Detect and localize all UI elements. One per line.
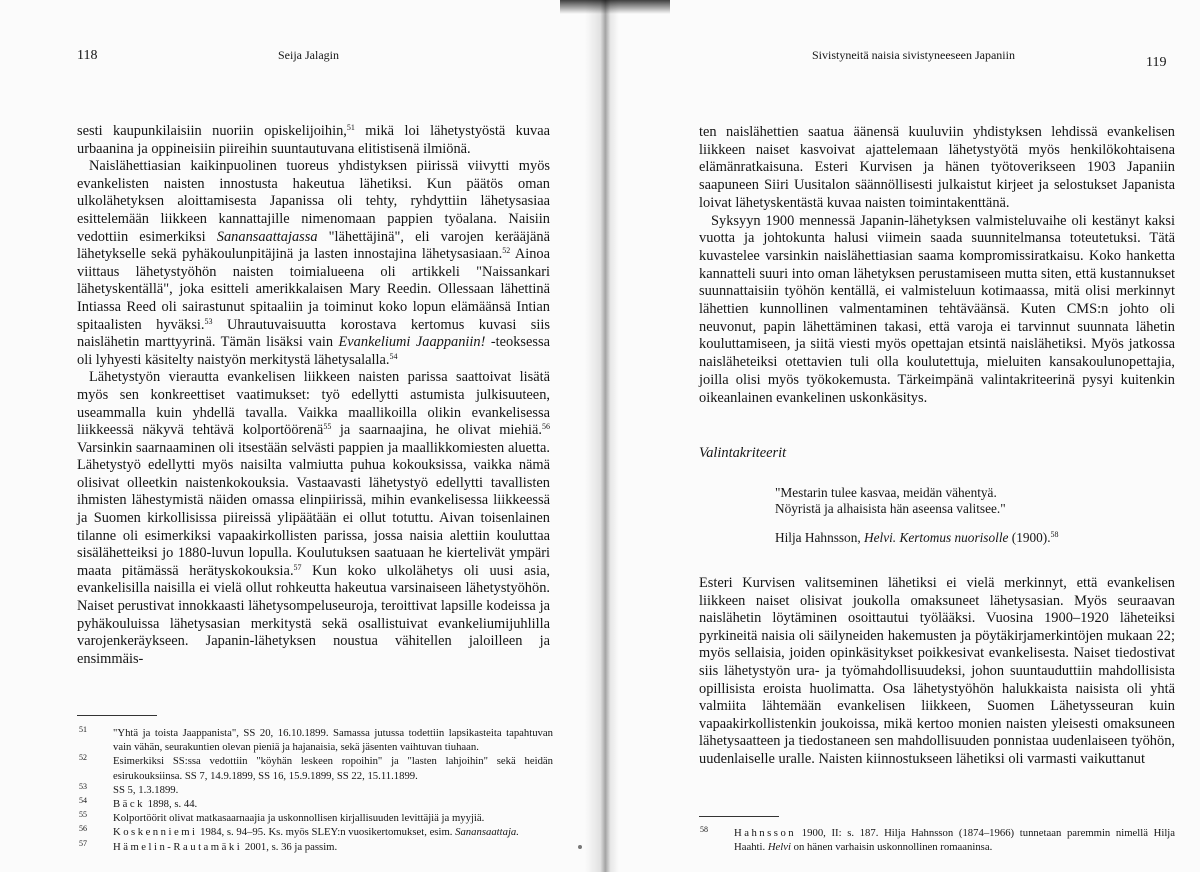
- footnote-ref: 56: [542, 422, 550, 432]
- paragraph: [77, 158, 550, 369]
- text-run: Hilja Hahnsson,: [775, 530, 865, 545]
- text-run: 1984, s. 94–95. Ks. myös SLEY:n vuosikertomukset, esim.: [197, 826, 456, 839]
- footnote: [79, 783, 553, 797]
- page-number-right: 119: [1146, 55, 1167, 70]
- footnote: [79, 840, 553, 854]
- text-run: "lähettäjinä", eli varojen kerääjänä lähetykselle sekä pyhäkoulunpitäjinä ja lasten innostajina lähetysasiaan.: [77, 228, 550, 263]
- text-run: Esimerkiksi SS:ssa vedottiin "köyhän leskeen ropoihin" ja "lasten lahjoihin" sekä heidän esirukouksiinsa. SS 7, 14.9.1899, SS 16, 15.9.1899, SS 22, 15.11.1899.: [113, 755, 553, 782]
- italic-title: Sanansaattaja.: [455, 826, 519, 839]
- text-run: mikä loi lähetystyöstä kuvaa urbaanina ja oppineisiin piireihin suuntautuvana elitistisenä ilmiönä.: [77, 123, 550, 157]
- footnote-ref: 57: [293, 562, 302, 572]
- footnote: [79, 811, 553, 825]
- text-run: Syksyyn 1900 mennessä Japanin-lähetyksen valmisteluvaihe oli kestänyt kaksi vuotta ja johtokunta halusi viimein saada suunnitelmansa toteutetuksi. Tätä kuvastelee varsinkin naislähettiasian saama kompromissiratkaisu. Koko hanketta kannatteli suuri into oman lähetyksen perustamiseen mutta siten, että kustannukset suunnattaisiin työhön kentällä, ei valmisteluun kotimaassa, mitä olisi merkinnyt lähettien kunnollinen valmentaminen tehtäväänsä. Kuten CMS:n johto oli neuvonut, papin lähettäminen takasi, että varoja ei tarvinnut suunnata lähetin kouluttamiseen, ja siitä viesti myös opettajan etsintä naislähetiksi. Myös jatkossa naisläheteiksi otettavien tuli olla koulutettuja, mieluiten kansakoulunopettajia, joilla olisi myös työkokemusta. Tärkeimpänä valintakriteerinä pysyi kuitenkin oikeanlainen evankelinen uskonkäsitys.: [699, 212, 1175, 406]
- binding-shadow: [560, 0, 670, 14]
- text-run: Varsinkin saarnaaminen oli itsestään selvästi pappien ja maallikkomiesten aluetta. Lähetystyö edellytti myös naisilta valmiutta puhua kokouksissa, vaikka nämä olisivat olleetkin naistenkokouksia. Vastaavasti lähetystyö edellytti tavallisten ihmisten lähestymistä näiden omassa elinpiirissä, mihin evankelisessa liikkeessä ja Suomen kirkollisissa piireissä ylipäätään ei ollut totuttu. Aivan toisenlainen tilanne oli esimerkiksi vapaakirkollisten parissa, jossa naisia alettiin kouluttaa sisälähetteiksi jo 1880-luvun lopulla. Koulutuksen saatuaan he kiertelivät ympäri maata pitämässä herätyskokouksia.: [77, 439, 550, 579]
- text-run: SS 5, 1.3.1899.: [113, 783, 179, 796]
- footnote-number: 55: [79, 810, 87, 820]
- text-run: 1898, s. 44.: [144, 798, 198, 811]
- epigraph-source: [775, 530, 1105, 546]
- footnote-number: 54: [79, 796, 87, 806]
- text-run: ten naislähettien saatua äänensä kuuluviin yhdistyksen lehdissä evankelisen liikkeen naiset kasvoivat ajattelemaan lähetystyötä myös henkilökohtaisena elämänratkaisuna. Esteri Kurvisen ja hänen työtoverikseen 1903 Japaniin saapuneen Siiri Uusitalon säännöllisesti julkaistut kirjeet ja selostukset Japanista loivat lähetyskentästä kuvaa naisten toimintakenttänä.: [699, 124, 1175, 211]
- text-run: 2001, s. 36 ja passim.: [242, 840, 338, 853]
- spaced-author: Koskenniemi: [113, 826, 198, 839]
- italic-title: Evankeliumi Jaappaniin!: [338, 334, 486, 351]
- text-run: (1900).: [1008, 530, 1051, 545]
- text-run: sesti kaupunkilaisiin nuoriin opiskelijoihin,: [77, 123, 347, 139]
- italic-title: Helvi: [767, 841, 791, 854]
- text-run: Lähetystyön vierautta evankelisen liikkeen naisten parissa saattoivat lisätä myös sen konkreettiset vaatimukset: työ edellytti astumista julkisuuteen, useammalla kuin yhdellä tavalla. Vaikka maallikoilla olikin evankelisessa liikkeessä näkyvä tehtävä kolportöörenä: [77, 369, 550, 439]
- text-run: Naislähettiasian kaikinpuolinen tuoreus yhdistyksen piirissä viivytti myös evankelisten naisten innostusta hakeutua lähetiksi. Kun päätös oman ulkolähetyksen aloittamisesta Japanissa oli tehty, ryhdyttiin lähetysasiaa esittelemään liikkeen kannattajille nimenomaan pappien työalana. Naisiin vedottiin esimerkiksi: [77, 158, 550, 245]
- footnote: [700, 826, 1175, 854]
- footnote-ref: 55: [323, 422, 332, 432]
- italic-title: Sanansaattajassa: [216, 228, 318, 245]
- footnote-rule-right: [699, 816, 779, 817]
- left-footnotes: [79, 726, 553, 854]
- page-number-left: 118: [77, 48, 98, 63]
- footnote-ref: 54: [389, 351, 398, 361]
- epigraph-line: Nöyristä ja alhaisista hän aseensa valitsee.": [775, 501, 1006, 516]
- running-head-left: Seija Jalagin: [278, 48, 339, 62]
- footnote-rule-left: [77, 715, 157, 716]
- footnote-number: 52: [79, 753, 87, 763]
- section-heading: Valintakriteerit: [699, 445, 787, 461]
- epigraph-line: "Mestarin tulee kasvaa, meidän vähentyä.: [775, 485, 997, 500]
- epigraph-quote: [775, 485, 1105, 517]
- text-run: Uhrautuvaisuutta korostava kertomus kuvasi siis naislähetin marttyyrinä. Tämän lisäksi vain: [77, 316, 550, 351]
- text-run: ja saarnaajina, he olivat miehiä.: [331, 422, 542, 439]
- italic-title: Helvi. Kertomus nuorisolle: [864, 530, 1009, 545]
- book-gutter-shadow: [585, 0, 619, 872]
- text-run: Ainoa viittaus lähetystyöhön naisten toimialueena oli artikkeli "Naissankari lähetyskentällä", joka esitteli amerikkalaisen Mary Reedin. Ollessaan lähettinä Intiassa Reed oli sairastunut spitaaliin ja toiminut koko lopun elämäänsä Intian spitaalisten hyväksi.: [77, 246, 550, 333]
- footnote: [79, 754, 553, 782]
- text-run: -teoksessa oli lyhyesti käsitelty naistyön merkitystä lähetysalalla.: [77, 334, 550, 368]
- right-body-text-continued: [699, 575, 1175, 769]
- footnote-number: 58: [700, 825, 708, 834]
- footnote: [79, 825, 553, 839]
- right-footnotes: [700, 826, 1175, 854]
- text-run: on hänen varhaisin uskonnollinen romaaninsa.: [791, 841, 993, 854]
- paragraph: [699, 124, 1175, 213]
- footnote-ref: 58: [1050, 530, 1059, 539]
- right-body-text: [699, 124, 1175, 407]
- right-page: [603, 0, 1200, 872]
- text-run: 1900, II: s. 187. Hilja Hahnsson (1874–1966) tunnetaan paremmin nimellä Hilja Haahti.: [734, 827, 1175, 854]
- scan-speck: [578, 845, 582, 849]
- paragraph: [699, 575, 1175, 769]
- footnote-ref: 51: [346, 123, 355, 132]
- footnote: [79, 797, 553, 811]
- text-run: Esteri Kurvisen valitseminen lähetiksi ei vielä merkinnyt, että evankelisen liikkeen naiset olisivat joukolla omaksuneet lähetysasian. Myös seuraavan naislähetin löytäminen osoittautui työlääksi. Vuosina 1900–1920 läheteiksi pyrkineitä naisia oli säilyneiden hakemusten ja pöytäkirjamerkintöjen mukaan 22; myös sellaisia, joiden opinkäsitykset poikkesivat evankelisesta. Naiset tiedostivat siis lähetystyön ura- ja työmahdollisuudeksi, johon suuntauduttiin mahdollisista opillisista eroista huolimatta. Osa lähetystyöhön halukkaista naisista oli yhtä valmiita lähtemään evankelisen liikkeen, Suomen Lähetysseuran kuin vapaakirkollistenkin joukoissa, mikä kertoo monien naisten yleisesti omaksuneen lähetysaatteen ja tiedostaneen sen mahdollisuuden ponnistaa uudenlaiseen työhön, uudenlaiselle uralle. Naisten kiinnostukseen lähetiksi oli varmasti vaikuttanut: [699, 575, 1175, 767]
- footnote-number: 56: [79, 824, 87, 834]
- text-run: Kolportöörit olivat matkasaarnaajia ja uskonnollisen kirjallisuuden levittäjiä ja myyjiä.: [113, 812, 485, 825]
- text-run: "Yhtä ja toista Jaappanista", SS 20, 16.10.1899. Samassa jutussa todettiin lapsikasteita tapahtuvan vain vähän, seurakuntien olevan pieniä ja hajanaisia, sekä jäsenten vaihtuvan tiuhaan.: [113, 727, 553, 754]
- spaced-author: Hämelin-Rautamäki: [113, 840, 243, 853]
- text-run: Kun koko ulkolähetys oli uusi asia, evankelisilla naisilla ei vielä ollut rohkeutta hakeutua varsinaiseen lähetystyöhön. Naiset perustivat innokkaasti lähetysompeluseuroja, teroittivat lapsille kodeissa ja pyhäkouluissa lähetysasian merkitystä sekä osallistuivat evankeliumijuhlilla varojenkeräykseen. Japanin-lähetyksen noustua vähitellen jaloilleen ja ensimmäis-: [77, 562, 550, 667]
- paragraph: [699, 213, 1175, 408]
- footnote-ref: 53: [204, 316, 213, 326]
- spaced-author: Hahnsson: [734, 827, 797, 839]
- left-body-text: [77, 123, 550, 668]
- footnote-number: 57: [79, 838, 87, 848]
- footnote-number: 51: [79, 725, 87, 734]
- footnote: [79, 726, 553, 754]
- spaced-author: Bäck: [113, 798, 145, 811]
- paragraph: [77, 123, 550, 158]
- paragraph: [77, 369, 550, 668]
- footnote-number: 53: [79, 781, 87, 791]
- running-head-right: Sivistyneitä naisia sivistyneeseen Japaniin: [812, 48, 1015, 62]
- footnote-ref: 52: [502, 246, 511, 256]
